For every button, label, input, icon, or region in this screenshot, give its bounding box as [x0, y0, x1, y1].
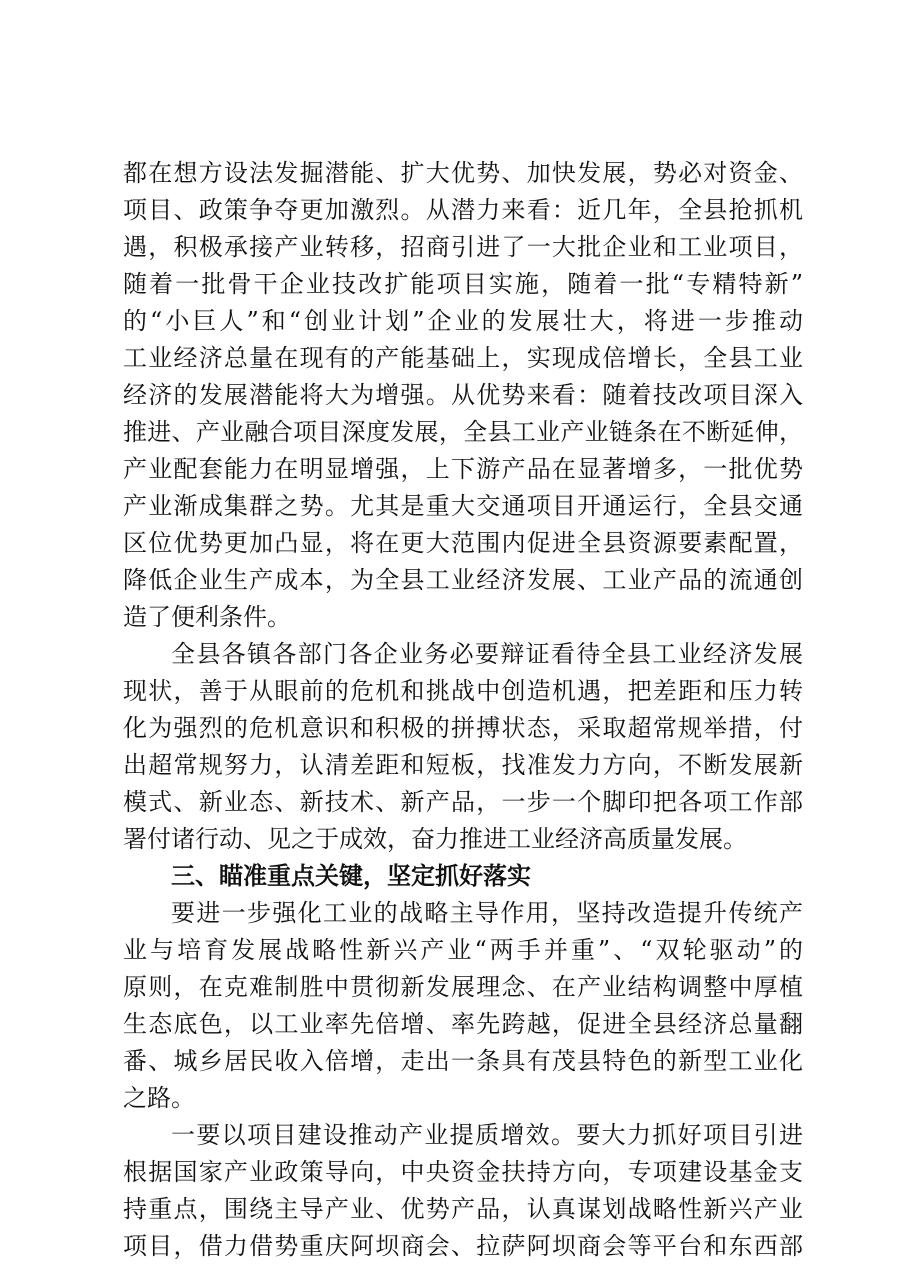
paragraph-line: 化为强烈的危机意识和积极的拼搏状态，采取超常规举措，付	[123, 714, 803, 742]
paragraph-line: 现状，善于从眼前的危机和挑战中创造机遇，把差距和压力转	[123, 677, 803, 705]
paragraph-line: 持重点，围绕主导产业、优势产品，认真谋划战略性新兴产业	[123, 1195, 803, 1223]
paragraph-line: 区位优势更加凸显，将在更大范围内促进全县资源要素配置，	[123, 529, 803, 557]
paragraph-line: 番、城乡居民收入倍增，走出一条具有茂县特色的新型工业化	[123, 1047, 803, 1075]
paragraph-line: 产业渐成集群之势。尤其是重大交通项目开通运行，全县交通	[123, 492, 803, 520]
paragraph-line: 全县各镇各部门各企业务必要辩证看待全县工业经济发展	[171, 640, 803, 668]
paragraph-line: 产业配套能力在明显增强，上下游产品在显著增多，一批优势	[123, 455, 803, 483]
paragraph-line: 原则，在克难制胜中贯彻新发展理念、在产业结构调整中厚植	[123, 973, 803, 1001]
paragraph-line: 的“小巨人”和“创业计划”企业的发展壮大，将进一步推动	[123, 307, 803, 335]
paragraph-line: 要进一步强化工业的战略主导作用，坚持改造提升传统产	[171, 899, 803, 927]
paragraph-line: 之路。	[123, 1084, 195, 1112]
paragraph-line: 项目、政策争夺更加激烈。从潜力来看：近几年，全县抢抓机	[123, 196, 803, 224]
section-heading: 三、瞄准重点关键，坚定抓好落实	[171, 862, 531, 890]
paragraph-line: 模式、新业态、新技术、新产品，一步一个脚印把各项工作部	[123, 788, 803, 816]
paragraph-line: 工业经济总量在现有的产能基础上，实现成倍增长，全县工业	[123, 344, 803, 372]
paragraph-line: 经济的发展潜能将大为增强。从优势来看：随着技改项目深入	[123, 381, 803, 409]
paragraph-line: 降低企业生产成本，为全县工业经济发展、工业产品的流通创	[123, 566, 803, 594]
paragraph-line: 生态底色，以工业率先倍增、率先跨越，促进全县经济总量翻	[123, 1010, 803, 1038]
paragraph-line: 业与培育发展战略性新兴产业“两手并重”、“双轮驱动”的	[123, 936, 803, 964]
paragraph-line: 出超常规努力，认清差距和短板，找准发力方向，不断发展新	[123, 751, 803, 779]
paragraph-line: 随着一批骨干企业技改扩能项目实施，随着一批“专精特新”	[123, 270, 803, 298]
paragraph-line: 署付诸行动、见之于成效，奋力推进工业经济高质量发展。	[123, 825, 747, 853]
paragraph-line: 造了便利条件。	[123, 603, 291, 631]
paragraph-line: 都在想方设法发掘潜能、扩大优势、加快发展，势必对资金、	[123, 159, 803, 187]
paragraph-line: 一要以项目建设推动产业提质增效。要大力抓好项目引进	[171, 1121, 803, 1149]
paragraph-line: 根据国家产业政策导向，中央资金扶持方向，专项建设基金支	[123, 1158, 803, 1186]
paragraph-line: 推进、产业融合项目深度发展，全县工业产业链条在不断延伸，	[123, 418, 803, 446]
paragraph-line: 遇，积极承接产业转移，招商引进了一大批企业和工业项目，	[123, 233, 803, 261]
paragraph-line: 项目，借力借势重庆阿坝商会、拉萨阿坝商会等平台和东西部	[123, 1232, 803, 1260]
